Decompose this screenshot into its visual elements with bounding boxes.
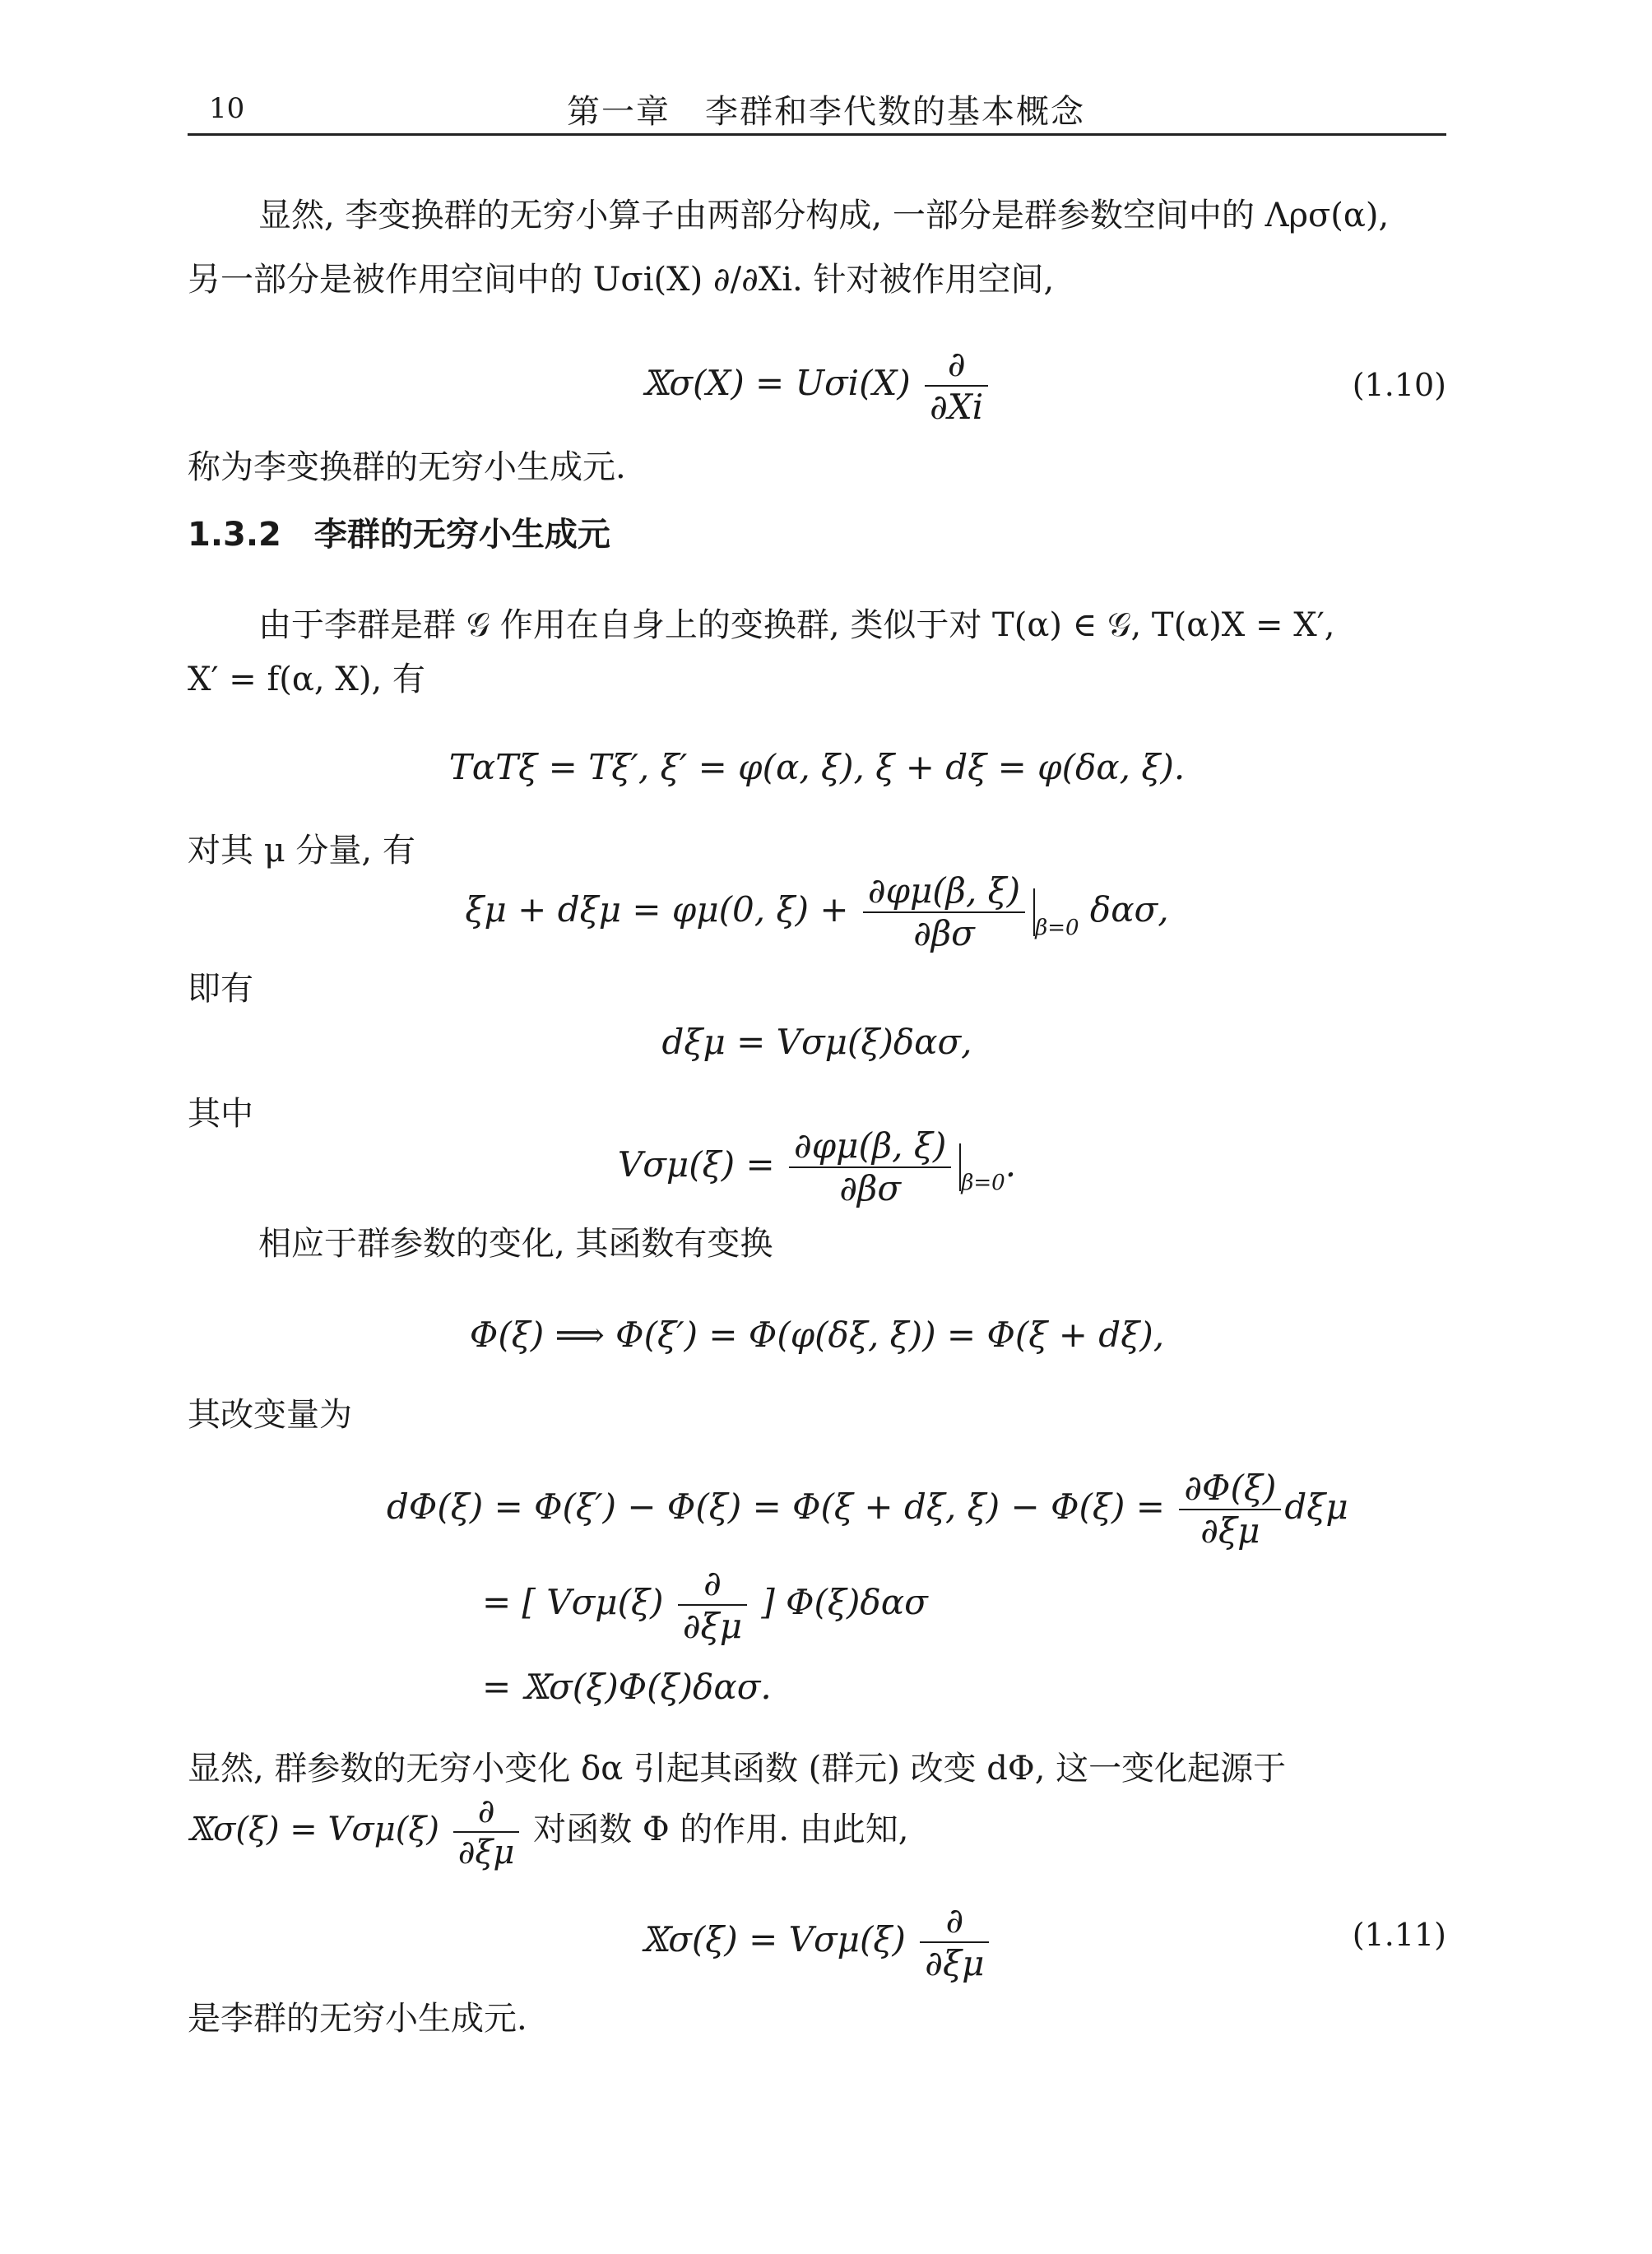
paragraph-text: 对函数 Φ 的作用. 由此知, bbox=[533, 1811, 909, 1848]
fraction-numerator: ∂φμ(β, ξ) bbox=[789, 1127, 951, 1168]
paragraph-line: 显然, 群参数的无穷小变化 δα 引起其函数 (群元) 改变 dΦ, 这一变化起源于 bbox=[188, 1750, 1287, 1788]
equation-number: (1.10) bbox=[1352, 367, 1446, 403]
equation-aligned-line-2 bbox=[482, 1565, 928, 1645]
fraction-denominator: ∂Xi bbox=[930, 387, 984, 428]
equation-display: TαTξ = Tξ′, ξ′ = φ(α, ξ), ξ + dξ = φ(δα, ξ). bbox=[448, 747, 1186, 787]
fraction-numerator: ∂φμ(β, ξ) bbox=[863, 872, 1025, 913]
equation-fraction bbox=[863, 872, 1025, 953]
equation-lhs: 𝕏σ(X) = Uσi(X) bbox=[642, 363, 911, 404]
section-heading: 1.3.2 李群的无穷小生成元 bbox=[188, 516, 610, 554]
paragraph-line: 其改变量为 bbox=[188, 1396, 352, 1434]
fraction-denominator: ∂βσ bbox=[839, 1168, 902, 1209]
equation-fraction bbox=[920, 1902, 989, 1983]
fraction-numerator: ∂ bbox=[925, 346, 988, 387]
equation-lhs: ξμ + dξμ = φμ(0, ξ) + bbox=[465, 889, 849, 930]
equation-lhs: Vσμ(ξ) = bbox=[617, 1144, 775, 1185]
equation-tail: ] Φ(ξ)δασ bbox=[761, 1582, 928, 1623]
fraction-denominator: ∂ξμ bbox=[1200, 1510, 1260, 1551]
equation-fraction bbox=[789, 1127, 951, 1208]
inline-math: 𝕏σ(ξ) = Vσμ(ξ) bbox=[188, 1811, 439, 1848]
equation-display bbox=[188, 872, 1446, 953]
paragraph-line bbox=[188, 1793, 1446, 1871]
fraction-numerator: ∂ bbox=[453, 1793, 520, 1833]
equation-display bbox=[188, 1127, 1446, 1208]
equation-fraction bbox=[678, 1565, 747, 1645]
paragraph-line: 其中 bbox=[188, 1095, 253, 1133]
equation-fraction bbox=[925, 346, 988, 426]
fraction-denominator: ∂ξμ bbox=[682, 1606, 742, 1647]
equation-display: Φ(ξ) ⟹ Φ(ξ′) = Φ(φ(δξ, ξ)) = Φ(ξ + dξ), bbox=[469, 1315, 1165, 1355]
paragraph-line: 相应于群参数的变化, 其函数有变换 bbox=[258, 1225, 773, 1263]
running-title: 第一章 李群和李代数的基本概念 bbox=[567, 93, 1085, 131]
equation-display: dξμ = Vσμ(ξ)δασ, bbox=[661, 1022, 972, 1062]
evaluation-point: β=0 bbox=[961, 1171, 1005, 1196]
equation-lhs: dΦ(ξ) = Φ(ξ′) − Φ(ξ) = Φ(ξ + dξ, ξ) − Φ(ξ) = bbox=[387, 1486, 1165, 1528]
fraction-denominator: ∂ξμ bbox=[457, 1834, 515, 1871]
equation-number: (1.11) bbox=[1352, 1917, 1446, 1953]
fraction-numerator: ∂ bbox=[678, 1565, 747, 1606]
paragraph-line: 是李群的无穷小生成元. bbox=[188, 2000, 527, 2038]
paragraph-line: 显然, 李变换群的无穷小算子由两部分构成, 一部分是群参数空间中的 Λρσ(α), bbox=[258, 197, 1390, 234]
fraction-denominator: ∂ξμ bbox=[925, 1943, 985, 1984]
equation-tail: δασ, bbox=[1089, 889, 1169, 930]
fraction-denominator: ∂βσ bbox=[913, 913, 975, 954]
fraction-numerator: ∂Φ(ξ) bbox=[1179, 1469, 1281, 1510]
inline-fraction bbox=[453, 1793, 520, 1871]
equation-tail: dξμ bbox=[1284, 1486, 1348, 1528]
equation-fraction bbox=[1179, 1469, 1281, 1550]
paragraph-line: X′ = f(α, X), 有 bbox=[188, 661, 425, 698]
paragraph-line: 即有 bbox=[188, 970, 253, 1008]
equation-aligned-line-1 bbox=[387, 1469, 1348, 1550]
equation-lhs: = [ Vσμ(ξ) bbox=[482, 1582, 664, 1623]
paragraph-line: 由于李群是群 𝒢 作用在自身上的变换群, 类似于对 T(α) ∈ 𝒢, T(α)X = X′, bbox=[258, 606, 1335, 644]
paragraph-line: 另一部分是被作用空间中的 Uσi(X) ∂/∂Xi. 针对被作用空间, bbox=[188, 261, 1055, 299]
evaluation-point: β=0 bbox=[1035, 916, 1079, 941]
equation-lhs: 𝕏σ(ξ) = Vσμ(ξ) bbox=[641, 1919, 906, 1960]
paragraph-line: 对其 μ 分量, 有 bbox=[188, 832, 415, 870]
equation-tail: . bbox=[1005, 1144, 1017, 1185]
equation-1-11 bbox=[188, 1902, 1446, 1983]
header-rule bbox=[188, 133, 1446, 136]
equation-aligned-line-3: = 𝕏σ(ξ)Φ(ξ)δασ. bbox=[482, 1667, 772, 1707]
page-number: 10 bbox=[209, 92, 245, 125]
paragraph-line: 称为李变换群的无穷小生成元. bbox=[188, 448, 626, 486]
equation-1-10 bbox=[188, 346, 1446, 426]
fraction-numerator: ∂ bbox=[920, 1902, 989, 1943]
